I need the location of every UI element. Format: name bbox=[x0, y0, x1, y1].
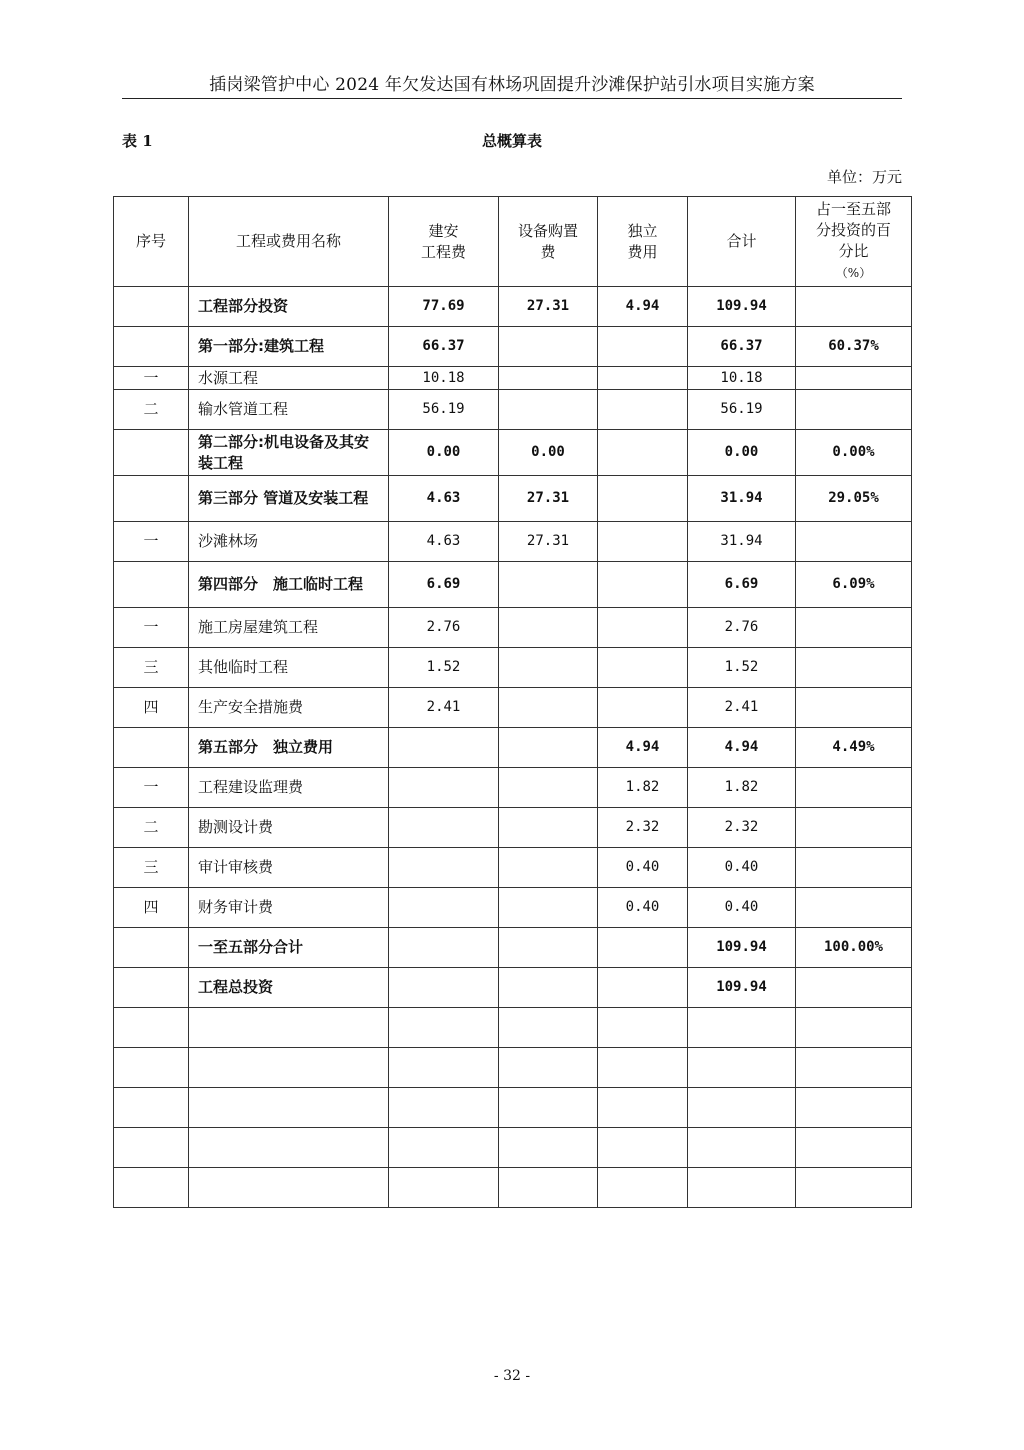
cell-equipment bbox=[499, 928, 598, 968]
cell-seq bbox=[114, 728, 189, 768]
blank-cell bbox=[499, 1168, 598, 1208]
cell-name: 一至五部分合计 bbox=[189, 928, 389, 968]
cell-equipment bbox=[499, 688, 598, 728]
cell-name: 审计审核费 bbox=[189, 848, 389, 888]
blank-cell bbox=[114, 1008, 189, 1048]
blank-cell bbox=[499, 1008, 598, 1048]
blank-cell bbox=[389, 1168, 499, 1208]
cell-construction bbox=[389, 888, 499, 928]
cell-name: 施工房屋建筑工程 bbox=[189, 608, 389, 648]
cell-independent bbox=[598, 522, 688, 562]
blank-cell bbox=[114, 1168, 189, 1208]
cell-independent bbox=[598, 476, 688, 522]
cell-total: 4.94 bbox=[688, 728, 796, 768]
cell-construction: 6.69 bbox=[389, 562, 499, 608]
cell-equipment bbox=[499, 888, 598, 928]
cell-percent: 0.00% bbox=[796, 430, 912, 476]
cell-total: 0.40 bbox=[688, 888, 796, 928]
table-row bbox=[114, 768, 912, 808]
cell-total: 31.94 bbox=[688, 522, 796, 562]
cell-independent: 1.82 bbox=[598, 768, 688, 808]
table-row bbox=[114, 430, 912, 476]
cell-percent bbox=[796, 848, 912, 888]
cell-seq: 一 bbox=[114, 768, 189, 808]
blank-cell bbox=[688, 1128, 796, 1168]
table-row bbox=[114, 848, 912, 888]
blank-row bbox=[114, 1168, 912, 1208]
cell-name: 第一部分:建筑工程 bbox=[189, 327, 389, 367]
cell-percent bbox=[796, 968, 912, 1008]
blank-cell bbox=[796, 1088, 912, 1128]
cell-name: 第五部分 独立费用 bbox=[189, 728, 389, 768]
col-header-construction: 建安 工程费 bbox=[389, 197, 499, 287]
table-row bbox=[114, 327, 912, 367]
blank-cell bbox=[688, 1168, 796, 1208]
cell-construction: 10.18 bbox=[389, 367, 499, 390]
col-header-name: 工程或费用名称 bbox=[189, 197, 389, 287]
cell-construction: 4.63 bbox=[389, 522, 499, 562]
cell-construction: 4.63 bbox=[389, 476, 499, 522]
cell-independent bbox=[598, 968, 688, 1008]
table-row bbox=[114, 476, 912, 522]
cell-percent bbox=[796, 888, 912, 928]
cell-seq: 三 bbox=[114, 848, 189, 888]
cell-percent bbox=[796, 287, 912, 327]
blank-cell bbox=[598, 1128, 688, 1168]
cell-independent: 4.94 bbox=[598, 287, 688, 327]
header-rule bbox=[122, 98, 902, 99]
cell-percent bbox=[796, 522, 912, 562]
cell-seq: 一 bbox=[114, 608, 189, 648]
budget-table bbox=[113, 196, 912, 1208]
cell-name: 输水管道工程 bbox=[189, 390, 389, 430]
blank-cell bbox=[796, 1168, 912, 1208]
blank-cell bbox=[189, 1008, 389, 1048]
cell-name: 勘测设计费 bbox=[189, 808, 389, 848]
cell-total: 2.76 bbox=[688, 608, 796, 648]
cell-construction: 66.37 bbox=[389, 327, 499, 367]
cell-independent bbox=[598, 367, 688, 390]
cell-construction: 56.19 bbox=[389, 390, 499, 430]
cell-construction: 2.76 bbox=[389, 608, 499, 648]
blank-cell bbox=[114, 1128, 189, 1168]
table-header-row bbox=[114, 197, 912, 287]
blank-cell bbox=[598, 1048, 688, 1088]
cell-equipment bbox=[499, 968, 598, 1008]
cell-name: 第二部分:机电设备及其安装工程 bbox=[189, 430, 389, 476]
cell-construction: 2.41 bbox=[389, 688, 499, 728]
cell-construction bbox=[389, 928, 499, 968]
cell-construction: 1.52 bbox=[389, 648, 499, 688]
cell-total: 31.94 bbox=[688, 476, 796, 522]
blank-cell bbox=[189, 1128, 389, 1168]
table-row bbox=[114, 562, 912, 608]
cell-equipment bbox=[499, 390, 598, 430]
col-header-percent: 占一至五部 分投资的百 分比 （%） bbox=[796, 197, 912, 287]
cell-percent: 6.09% bbox=[796, 562, 912, 608]
blank-cell bbox=[598, 1008, 688, 1048]
blank-cell bbox=[189, 1048, 389, 1088]
cell-seq: 一 bbox=[114, 367, 189, 390]
cell-independent bbox=[598, 430, 688, 476]
cell-seq: 一 bbox=[114, 522, 189, 562]
cell-equipment: 27.31 bbox=[499, 287, 598, 327]
blank-cell bbox=[796, 1008, 912, 1048]
blank-cell bbox=[796, 1048, 912, 1088]
cell-equipment bbox=[499, 367, 598, 390]
cell-construction bbox=[389, 808, 499, 848]
unit-label: 单位：万元 bbox=[826, 168, 902, 186]
table-row bbox=[114, 608, 912, 648]
cell-name: 工程总投资 bbox=[189, 968, 389, 1008]
cell-seq bbox=[114, 928, 189, 968]
cell-percent bbox=[796, 608, 912, 648]
table-row bbox=[114, 688, 912, 728]
blank-cell bbox=[389, 1128, 499, 1168]
blank-cell bbox=[189, 1168, 389, 1208]
cell-independent bbox=[598, 688, 688, 728]
cell-construction bbox=[389, 728, 499, 768]
cell-equipment bbox=[499, 648, 598, 688]
blank-cell bbox=[598, 1088, 688, 1128]
table-row bbox=[114, 808, 912, 848]
cell-independent bbox=[598, 327, 688, 367]
cell-percent bbox=[796, 688, 912, 728]
cell-construction bbox=[389, 848, 499, 888]
blank-row bbox=[114, 1128, 912, 1168]
cell-seq bbox=[114, 562, 189, 608]
table-title: 总概算表 bbox=[481, 132, 542, 150]
cell-total: 56.19 bbox=[688, 390, 796, 430]
blank-cell bbox=[114, 1048, 189, 1088]
table-row bbox=[114, 928, 912, 968]
table-row bbox=[114, 888, 912, 928]
cell-equipment: 27.31 bbox=[499, 476, 598, 522]
cell-equipment bbox=[499, 608, 598, 648]
cell-equipment: 0.00 bbox=[499, 430, 598, 476]
cell-construction bbox=[389, 768, 499, 808]
cell-seq: 二 bbox=[114, 808, 189, 848]
blank-cell bbox=[688, 1088, 796, 1128]
blank-cell bbox=[114, 1088, 189, 1128]
cell-independent bbox=[598, 648, 688, 688]
cell-independent bbox=[598, 928, 688, 968]
cell-name: 第四部分 施工临时工程 bbox=[189, 562, 389, 608]
cell-total: 2.32 bbox=[688, 808, 796, 848]
cell-percent: 100.00% bbox=[796, 928, 912, 968]
blank-cell bbox=[796, 1128, 912, 1168]
cell-seq bbox=[114, 968, 189, 1008]
cell-percent: 29.05% bbox=[796, 476, 912, 522]
blank-row bbox=[114, 1088, 912, 1128]
cell-total: 109.94 bbox=[688, 968, 796, 1008]
cell-total: 66.37 bbox=[688, 327, 796, 367]
table-row bbox=[114, 968, 912, 1008]
cell-total: 6.69 bbox=[688, 562, 796, 608]
cell-independent: 0.40 bbox=[598, 888, 688, 928]
cell-total: 10.18 bbox=[688, 367, 796, 390]
cell-equipment bbox=[499, 327, 598, 367]
cell-independent: 4.94 bbox=[598, 728, 688, 768]
table-body bbox=[114, 287, 912, 1208]
cell-name: 工程建设监理费 bbox=[189, 768, 389, 808]
cell-name: 第三部分 管道及安装工程 bbox=[189, 476, 389, 522]
blank-cell bbox=[389, 1008, 499, 1048]
table-row bbox=[114, 728, 912, 768]
blank-cell bbox=[499, 1088, 598, 1128]
cell-total: 109.94 bbox=[688, 287, 796, 327]
cell-seq bbox=[114, 287, 189, 327]
cell-total: 0.00 bbox=[688, 430, 796, 476]
cell-seq: 四 bbox=[114, 688, 189, 728]
cell-independent bbox=[598, 608, 688, 648]
cell-construction: 77.69 bbox=[389, 287, 499, 327]
cell-independent: 2.32 bbox=[598, 808, 688, 848]
cell-construction: 0.00 bbox=[389, 430, 499, 476]
cell-equipment bbox=[499, 562, 598, 608]
blank-cell bbox=[389, 1088, 499, 1128]
cell-independent bbox=[598, 390, 688, 430]
cell-total: 0.40 bbox=[688, 848, 796, 888]
table-row bbox=[114, 367, 912, 390]
cell-name: 沙滩林场 bbox=[189, 522, 389, 562]
cell-name: 财务审计费 bbox=[189, 888, 389, 928]
cell-equipment bbox=[499, 848, 598, 888]
blank-cell bbox=[688, 1048, 796, 1088]
cell-name: 其他临时工程 bbox=[189, 648, 389, 688]
page-number: - 32 - bbox=[493, 1368, 531, 1384]
table-row bbox=[114, 287, 912, 327]
cell-name: 生产安全措施费 bbox=[189, 688, 389, 728]
cell-equipment bbox=[499, 768, 598, 808]
cell-equipment bbox=[499, 808, 598, 848]
blank-row bbox=[114, 1008, 912, 1048]
cell-name: 工程部分投资 bbox=[189, 287, 389, 327]
col-header-equipment: 设备购置 费 bbox=[499, 197, 598, 287]
cell-name: 水源工程 bbox=[189, 367, 389, 390]
cell-percent bbox=[796, 648, 912, 688]
blank-cell bbox=[499, 1048, 598, 1088]
cell-seq: 三 bbox=[114, 648, 189, 688]
table-row bbox=[114, 522, 912, 562]
cell-equipment: 27.31 bbox=[499, 522, 598, 562]
blank-cell bbox=[598, 1168, 688, 1208]
blank-cell bbox=[499, 1128, 598, 1168]
cell-total: 109.94 bbox=[688, 928, 796, 968]
blank-row bbox=[114, 1048, 912, 1088]
col-header-seq: 序号 bbox=[114, 197, 189, 287]
cell-seq bbox=[114, 327, 189, 367]
cell-percent bbox=[796, 768, 912, 808]
table-row bbox=[114, 648, 912, 688]
cell-percent bbox=[796, 808, 912, 848]
col-header-independent: 独立 费用 bbox=[598, 197, 688, 287]
cell-construction bbox=[389, 968, 499, 1008]
cell-equipment bbox=[499, 728, 598, 768]
cell-total: 1.82 bbox=[688, 768, 796, 808]
blank-cell bbox=[688, 1008, 796, 1048]
table-label: 表 1 bbox=[122, 132, 153, 150]
document-header: 插岗梁管护中心 2024 年欠发达国有林场巩固提升沙滩保护站引水项目实施方案 bbox=[209, 75, 815, 95]
blank-cell bbox=[189, 1088, 389, 1128]
cell-total: 1.52 bbox=[688, 648, 796, 688]
cell-percent bbox=[796, 390, 912, 430]
cell-seq: 四 bbox=[114, 888, 189, 928]
cell-percent bbox=[796, 367, 912, 390]
col-header-total: 合计 bbox=[688, 197, 796, 287]
cell-percent: 60.37% bbox=[796, 327, 912, 367]
cell-independent bbox=[598, 562, 688, 608]
cell-seq: 二 bbox=[114, 390, 189, 430]
cell-independent: 0.40 bbox=[598, 848, 688, 888]
cell-total: 2.41 bbox=[688, 688, 796, 728]
cell-seq bbox=[114, 430, 189, 476]
cell-percent: 4.49% bbox=[796, 728, 912, 768]
cell-seq bbox=[114, 476, 189, 522]
blank-cell bbox=[389, 1048, 499, 1088]
table-row bbox=[114, 390, 912, 430]
